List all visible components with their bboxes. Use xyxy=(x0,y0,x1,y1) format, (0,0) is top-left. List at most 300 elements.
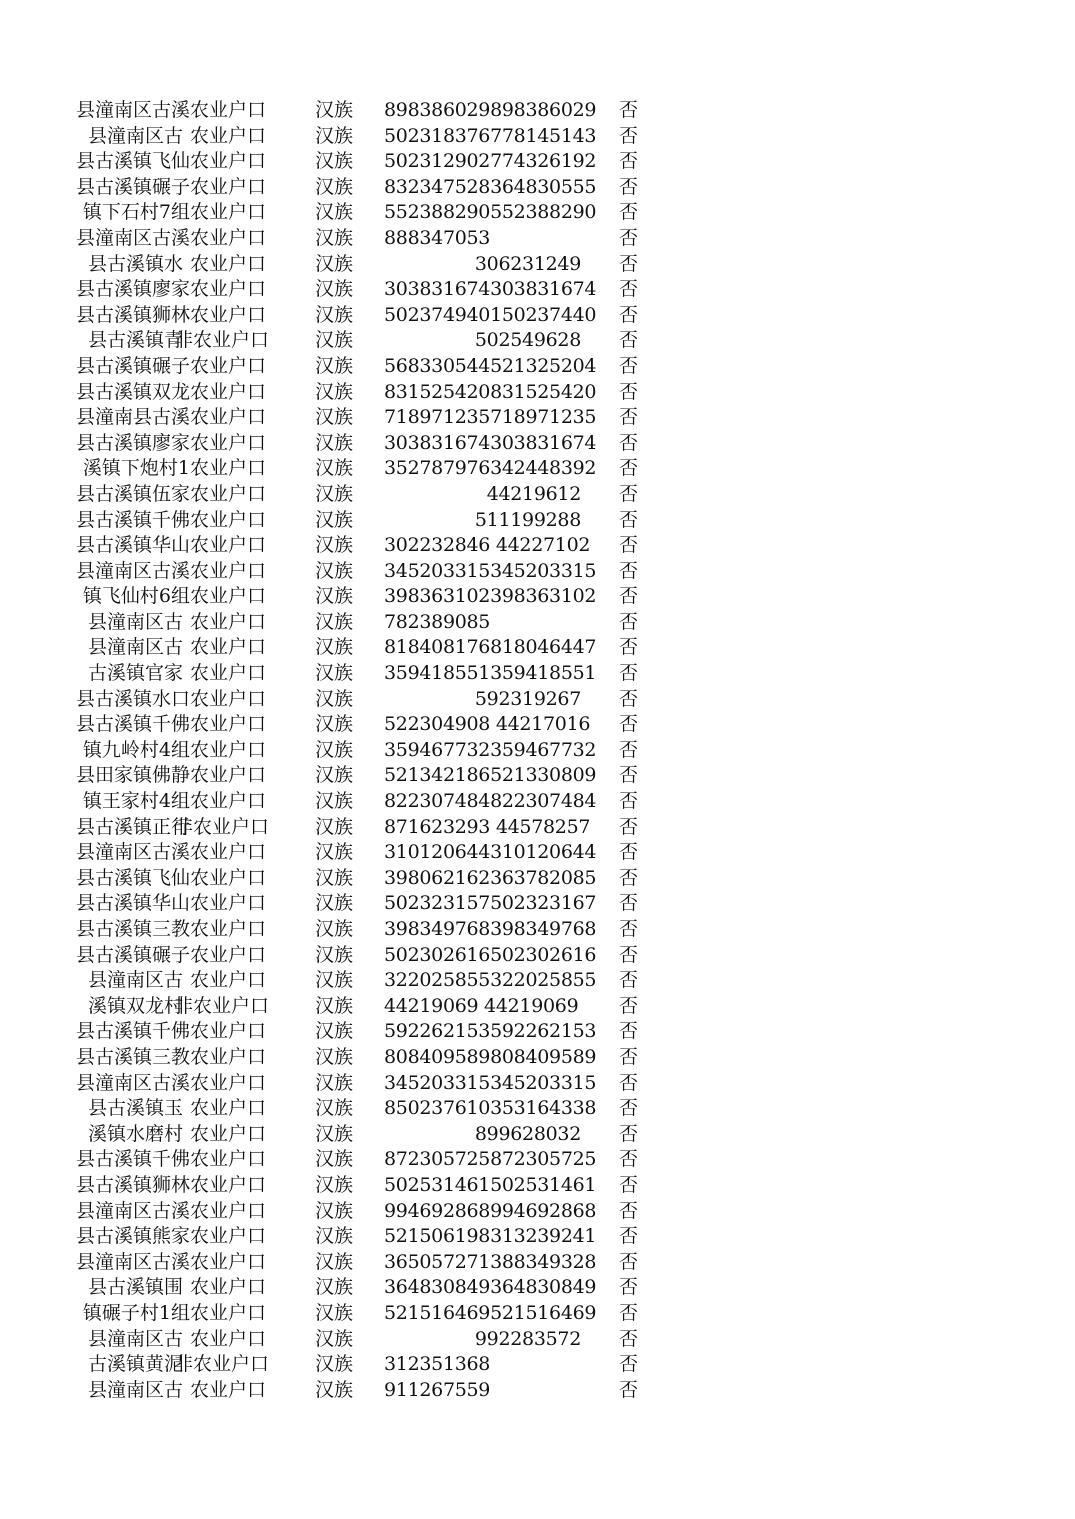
phone-cell[interactable]: 359418551359418551 xyxy=(384,662,597,685)
phone-cell[interactable]: 44219069 44219069 xyxy=(384,994,579,1017)
hukou-cell[interactable]: 农业户口 xyxy=(190,175,267,198)
flag-cell[interactable]: 否 xyxy=(619,1276,639,1299)
ethnicity-cell[interactable]: 汉族 xyxy=(315,1225,354,1248)
address-cell[interactable] xyxy=(88,968,190,994)
ethnicity-cell[interactable]: 汉族 xyxy=(315,841,354,864)
hukou-cell[interactable]: 农业户口 xyxy=(190,380,267,403)
phone-cell[interactable]: 808409589808409589 xyxy=(384,1045,597,1068)
ethnicity-cell[interactable]: 汉族 xyxy=(315,738,354,761)
ethnicity-cell[interactable]: 汉族 xyxy=(315,175,354,198)
address-cell[interactable] xyxy=(75,98,190,124)
ethnicity-cell[interactable]: 汉族 xyxy=(315,1097,354,1120)
ethnicity-cell[interactable]: 汉族 xyxy=(315,636,354,659)
flag-cell[interactable]: 否 xyxy=(619,380,639,403)
flag-cell[interactable]: 否 xyxy=(619,1301,639,1324)
hukou-cell[interactable]: 农业户口 xyxy=(190,226,267,249)
ethnicity-cell[interactable]: 汉族 xyxy=(315,508,354,531)
hukou-cell[interactable]: 农业户口 xyxy=(190,431,267,454)
ethnicity-cell[interactable]: 汉族 xyxy=(315,790,354,813)
address-cell[interactable] xyxy=(88,1122,190,1148)
flag-cell[interactable]: 否 xyxy=(619,175,639,198)
address-cell[interactable] xyxy=(75,354,190,380)
flag-cell[interactable]: 否 xyxy=(619,892,639,915)
table-row xyxy=(0,1019,1075,1045)
hukou-cell[interactable]: 农业户口 xyxy=(190,1045,267,1068)
hukou-cell[interactable]: 农业户口 xyxy=(190,918,267,940)
ethnicity-cell[interactable]: 汉族 xyxy=(315,1276,354,1299)
hukou-cell[interactable]: 农业户口 xyxy=(190,1199,267,1222)
address-cell[interactable] xyxy=(88,1096,190,1122)
address-text: 镇王家村4组 xyxy=(82,790,190,813)
ethnicity-cell[interactable]: 汉族 xyxy=(315,380,354,403)
hukou-cell[interactable]: 农业户口 xyxy=(190,1148,267,1171)
hukou-cell[interactable]: 农业户口 xyxy=(190,866,267,889)
phone-cell[interactable]: 398062162363782085 xyxy=(384,866,597,889)
flag-cell[interactable]: 否 xyxy=(619,943,639,966)
ethnicity-cell[interactable]: 汉族 xyxy=(315,610,354,633)
address-cell[interactable] xyxy=(75,277,190,303)
hukou-cell[interactable]: 农业户口 xyxy=(190,201,267,224)
address-text: 县潼南县古溪 xyxy=(75,406,190,429)
phone-cell[interactable]: 832347528364830555 xyxy=(384,175,597,198)
address-cell[interactable] xyxy=(88,1378,190,1404)
table-row xyxy=(0,866,1075,892)
flag-cell[interactable]: 否 xyxy=(619,252,639,275)
hukou-cell[interactable]: 农业户口 xyxy=(190,1173,267,1196)
hukou-cell[interactable]: 农业户口 xyxy=(190,354,267,377)
flag-cell[interactable]: 否 xyxy=(619,1199,639,1222)
address-cell[interactable] xyxy=(75,303,190,329)
ethnicity-cell[interactable]: 汉族 xyxy=(315,764,354,787)
phone-cell[interactable]: 502312902774326192 xyxy=(384,150,597,173)
table-row xyxy=(0,943,1075,969)
phone-cell[interactable]: 718971235718971235 xyxy=(384,406,597,429)
address-text: 县潼南区古溪 xyxy=(75,559,190,582)
hukou-cell[interactable]: 农业户口 xyxy=(190,1097,267,1120)
ethnicity-cell[interactable]: 汉族 xyxy=(315,278,354,301)
hukou-cell[interactable]: 农业户口 xyxy=(190,278,267,301)
flag-cell[interactable]: 否 xyxy=(619,534,639,557)
table-row xyxy=(0,149,1075,175)
phone-cell[interactable]: 44219612 xyxy=(486,482,581,505)
flag-cell[interactable]: 否 xyxy=(619,457,639,480)
table-row xyxy=(0,354,1075,380)
ethnicity-cell[interactable]: 汉族 xyxy=(315,406,354,429)
phone-cell[interactable]: 502549628 xyxy=(474,329,581,352)
ethnicity-cell[interactable]: 汉族 xyxy=(315,1353,354,1376)
address-text: 县古溪镇飞仙 xyxy=(75,150,190,173)
phone-cell[interactable]: 888347053 xyxy=(384,226,491,249)
ethnicity-cell[interactable]: 汉族 xyxy=(315,585,354,608)
hukou-cell[interactable]: 农业户口 xyxy=(190,687,267,710)
address-cell[interactable] xyxy=(75,840,190,866)
address-cell[interactable] xyxy=(82,200,190,226)
address-cell[interactable] xyxy=(75,687,190,713)
ethnicity-cell[interactable]: 汉族 xyxy=(315,1020,354,1043)
flag-cell[interactable]: 否 xyxy=(619,1353,639,1376)
address-text: 县古溪镇伍家 xyxy=(75,482,190,505)
hukou-cell[interactable]: 农业户口 xyxy=(190,150,267,173)
flag-cell[interactable]: 否 xyxy=(619,918,639,940)
address-cell[interactable] xyxy=(75,1250,190,1276)
hukou-cell[interactable]: 农业户口 xyxy=(190,610,267,633)
address-text: 县古溪镇千佛 xyxy=(75,1020,190,1043)
flag-cell[interactable]: 否 xyxy=(619,1045,639,1068)
flag-cell[interactable]: 否 xyxy=(619,201,639,224)
ethnicity-cell[interactable]: 汉族 xyxy=(315,994,354,1017)
flag-cell[interactable]: 否 xyxy=(619,1327,639,1350)
phone-cell[interactable]: 310120644310120644 xyxy=(384,841,597,864)
phone-cell[interactable]: 521342186521330809 xyxy=(384,764,597,787)
hukou-cell[interactable]: 农业户口 xyxy=(190,457,267,480)
address-text: 县古溪镇华山 xyxy=(75,892,190,915)
ethnicity-cell[interactable]: 汉族 xyxy=(315,201,354,224)
table-row xyxy=(0,405,1075,431)
phone-cell[interactable]: 322025855322025855 xyxy=(384,969,597,992)
hukou-cell[interactable]: 农业户口 xyxy=(190,943,267,966)
ethnicity-cell[interactable]: 汉族 xyxy=(315,482,354,505)
table-row xyxy=(0,1199,1075,1225)
ethnicity-cell[interactable]: 汉族 xyxy=(315,354,354,377)
hukou-cell[interactable]: 非农业户口 xyxy=(174,815,270,838)
address-cell[interactable] xyxy=(82,456,190,482)
address-cell[interactable] xyxy=(75,405,190,431)
hukou-cell[interactable]: 农业户口 xyxy=(190,1020,267,1043)
phone-cell[interactable]: 312351368 xyxy=(384,1353,491,1376)
flag-cell[interactable]: 否 xyxy=(619,1020,639,1043)
flag-cell[interactable]: 否 xyxy=(619,482,639,505)
phone-cell[interactable]: 831525420831525420 xyxy=(384,380,597,403)
phone-cell[interactable]: 552388290552388290 xyxy=(384,201,597,224)
hukou-cell[interactable]: 农业户口 xyxy=(190,790,267,813)
ethnicity-cell[interactable]: 汉族 xyxy=(315,457,354,480)
address-cell[interactable] xyxy=(75,380,190,406)
address-text: 镇九岭村4组 xyxy=(82,738,190,761)
address-text: 县潼南区古溪 xyxy=(75,1199,190,1222)
address-text: 县潼南区古 xyxy=(88,636,184,659)
address-cell[interactable] xyxy=(75,866,190,892)
phone-cell[interactable]: 782389085 xyxy=(384,610,491,633)
ethnicity-cell[interactable]: 汉族 xyxy=(315,559,354,582)
address-text: 溪镇双龙村 xyxy=(88,994,184,1017)
address-text: 县古溪镇狮林 xyxy=(75,1173,190,1196)
phone-cell[interactable]: 398363102398363102 xyxy=(384,585,597,608)
address-cell[interactable] xyxy=(82,1301,190,1327)
phone-cell[interactable]: 521516469521516469 xyxy=(384,1301,597,1324)
address-text: 县潼南区古 xyxy=(88,610,184,633)
hukou-cell[interactable]: 农业户口 xyxy=(190,892,267,915)
ethnicity-cell[interactable]: 汉族 xyxy=(315,534,354,557)
address-cell[interactable] xyxy=(88,635,190,661)
table-row xyxy=(0,687,1075,713)
phone-cell[interactable]: 359467732359467732 xyxy=(384,738,597,761)
hukou-cell[interactable]: 农业户口 xyxy=(190,738,267,761)
address-cell[interactable] xyxy=(88,1327,190,1353)
flag-cell[interactable]: 否 xyxy=(619,1148,639,1171)
hukou-cell[interactable]: 农业户口 xyxy=(190,508,267,531)
flag-cell[interactable]: 否 xyxy=(619,1378,639,1401)
address-text: 县古溪镇碾子 xyxy=(75,175,190,198)
address-cell[interactable] xyxy=(75,712,190,738)
address-cell[interactable] xyxy=(75,1199,190,1225)
hukou-cell[interactable]: 非农业户口 xyxy=(174,329,270,352)
flag-cell[interactable]: 否 xyxy=(619,226,639,249)
flag-cell[interactable]: 否 xyxy=(619,636,639,659)
ethnicity-cell[interactable]: 汉族 xyxy=(315,1071,354,1094)
phone-cell[interactable]: 398349768398349768 xyxy=(384,918,597,940)
flag-cell[interactable]: 否 xyxy=(619,1173,639,1196)
address-text: 古溪镇黄泥 xyxy=(88,1353,184,1376)
phone-cell[interactable]: 994692868994692868 xyxy=(384,1199,597,1222)
phone-cell[interactable]: 365057271388349328 xyxy=(384,1250,597,1273)
flag-cell[interactable]: 否 xyxy=(619,124,639,147)
address-cell[interactable] xyxy=(88,124,190,150)
hukou-cell[interactable]: 农业户口 xyxy=(190,969,267,992)
phone-cell[interactable]: 303831674303831674 xyxy=(384,431,597,454)
hukou-cell[interactable]: 农业户口 xyxy=(190,585,267,608)
ethnicity-cell[interactable]: 汉族 xyxy=(315,687,354,710)
address-cell[interactable] xyxy=(75,1147,190,1173)
hukou-cell[interactable]: 农业户口 xyxy=(190,303,267,326)
ethnicity-cell[interactable]: 汉族 xyxy=(315,969,354,992)
phone-cell[interactable]: 502318376778145143 xyxy=(384,124,597,147)
address-cell[interactable] xyxy=(82,789,190,815)
address-cell[interactable] xyxy=(75,1071,190,1097)
address-cell[interactable] xyxy=(75,1173,190,1199)
ethnicity-cell[interactable]: 汉族 xyxy=(315,918,354,940)
address-cell[interactable] xyxy=(75,1019,190,1045)
address-cell[interactable] xyxy=(75,175,190,201)
hukou-cell[interactable]: 非农业户口 xyxy=(174,994,270,1017)
phone-cell[interactable]: 303831674303831674 xyxy=(384,278,597,301)
phone-cell[interactable]: 345203315345203315 xyxy=(384,1071,597,1094)
flag-cell[interactable]: 否 xyxy=(619,738,639,761)
address-cell[interactable] xyxy=(75,508,190,534)
address-cell[interactable] xyxy=(75,431,190,457)
table-row xyxy=(0,456,1075,482)
flag-cell[interactable]: 否 xyxy=(619,764,639,787)
ethnicity-cell[interactable]: 汉族 xyxy=(315,431,354,454)
phone-cell[interactable]: 568330544521325204 xyxy=(384,354,597,377)
ethnicity-cell[interactable]: 汉族 xyxy=(315,226,354,249)
address-cell[interactable] xyxy=(88,610,190,636)
address-cell[interactable] xyxy=(88,1275,190,1301)
flag-cell[interactable]: 否 xyxy=(619,585,639,608)
hukou-cell[interactable]: 农业户口 xyxy=(190,482,267,505)
hukou-cell[interactable]: 农业户口 xyxy=(190,1327,267,1350)
address-text: 溪镇下炮村1 xyxy=(82,457,190,480)
flag-cell[interactable]: 否 xyxy=(619,150,639,173)
hukou-cell[interactable]: 农业户口 xyxy=(190,406,267,429)
table-row xyxy=(0,712,1075,738)
hukou-cell[interactable]: 农业户口 xyxy=(190,1301,267,1324)
phone-cell[interactable]: 345203315345203315 xyxy=(384,559,597,582)
table-row xyxy=(0,738,1075,764)
flag-cell[interactable]: 否 xyxy=(619,559,639,582)
address-cell[interactable] xyxy=(75,917,190,943)
ethnicity-cell[interactable]: 汉族 xyxy=(315,150,354,173)
hukou-cell[interactable]: 农业户口 xyxy=(190,124,267,147)
address-text: 县古溪镇千佛 xyxy=(75,508,190,531)
ethnicity-cell[interactable]: 汉族 xyxy=(315,662,354,685)
flag-cell[interactable]: 否 xyxy=(619,994,639,1017)
hukou-cell[interactable]: 农业户口 xyxy=(190,713,267,736)
address-cell[interactable] xyxy=(75,149,190,175)
address-cell[interactable] xyxy=(88,661,190,687)
phone-cell[interactable]: 592262153592262153 xyxy=(384,1020,597,1043)
hukou-cell[interactable]: 农业户口 xyxy=(190,636,267,659)
address-text: 县潼南区古溪 xyxy=(75,1250,190,1273)
table-row xyxy=(0,1096,1075,1122)
phone-cell[interactable]: 592319267 xyxy=(474,687,581,710)
table-row xyxy=(0,1352,1075,1378)
table-row xyxy=(0,968,1075,994)
phone-cell[interactable]: 911267559 xyxy=(384,1378,491,1401)
address-cell[interactable] xyxy=(75,1045,190,1071)
ethnicity-cell[interactable]: 汉族 xyxy=(315,303,354,326)
address-cell[interactable] xyxy=(88,252,190,278)
ethnicity-cell[interactable]: 汉族 xyxy=(315,1173,354,1196)
phone-cell[interactable]: 871623293 44578257 xyxy=(384,815,591,838)
ethnicity-cell[interactable]: 汉族 xyxy=(315,866,354,889)
phone-cell[interactable]: 302232846 44227102 xyxy=(384,534,591,557)
phone-cell[interactable]: 511199288 xyxy=(474,508,581,531)
flag-cell[interactable]: 否 xyxy=(619,431,639,454)
ethnicity-cell[interactable]: 汉族 xyxy=(315,892,354,915)
ethnicity-cell[interactable]: 汉族 xyxy=(315,1148,354,1171)
ethnicity-cell[interactable]: 汉族 xyxy=(315,124,354,147)
flag-cell[interactable]: 否 xyxy=(619,790,639,813)
flag-cell[interactable]: 否 xyxy=(619,841,639,864)
ethnicity-cell[interactable]: 汉族 xyxy=(315,1378,354,1401)
phone-cell[interactable]: 502302616502302616 xyxy=(384,943,597,966)
ethnicity-cell[interactable]: 汉族 xyxy=(315,1045,354,1068)
table-row xyxy=(0,533,1075,559)
ethnicity-cell[interactable]: 汉族 xyxy=(315,99,354,121)
flag-cell[interactable]: 否 xyxy=(619,610,639,633)
table-row xyxy=(0,1224,1075,1250)
flag-cell[interactable]: 否 xyxy=(619,1122,639,1145)
address-cell[interactable] xyxy=(75,559,190,585)
ethnicity-cell[interactable]: 汉族 xyxy=(315,252,354,275)
phone-cell[interactable]: 502323157502323167 xyxy=(384,892,597,915)
hukou-cell[interactable]: 农业户口 xyxy=(190,1378,267,1401)
phone-cell[interactable]: 306231249 xyxy=(474,252,581,275)
hukou-cell[interactable]: 农业户口 xyxy=(190,764,267,787)
ethnicity-cell[interactable]: 汉族 xyxy=(315,943,354,966)
phone-cell[interactable]: 992283572 xyxy=(474,1327,581,1350)
flag-cell[interactable]: 否 xyxy=(619,1250,639,1273)
phone-cell[interactable]: 899628032 xyxy=(474,1122,581,1145)
hukou-cell[interactable]: 农业户口 xyxy=(190,252,267,275)
hukou-cell[interactable]: 农业户口 xyxy=(190,99,267,121)
table-row xyxy=(0,328,1075,354)
address-cell[interactable] xyxy=(75,482,190,508)
table-row xyxy=(0,789,1075,815)
phone-cell[interactable]: 502374940150237440 xyxy=(384,303,597,326)
flag-cell[interactable]: 否 xyxy=(619,1225,639,1248)
ethnicity-cell[interactable]: 汉族 xyxy=(315,1122,354,1145)
table-row xyxy=(0,277,1075,303)
flag-cell[interactable]: 否 xyxy=(619,1097,639,1120)
address-cell[interactable] xyxy=(75,533,190,559)
address-cell[interactable] xyxy=(75,943,190,969)
hukou-cell[interactable]: 农业户口 xyxy=(190,534,267,557)
flag-cell[interactable]: 否 xyxy=(619,303,639,326)
address-cell[interactable] xyxy=(75,763,190,789)
hukou-cell[interactable]: 农业户口 xyxy=(190,1225,267,1248)
flag-cell[interactable]: 否 xyxy=(619,866,639,889)
flag-cell[interactable]: 否 xyxy=(619,969,639,992)
address-text: 县古溪镇碾子 xyxy=(75,943,190,966)
phone-cell[interactable]: 850237610353164338 xyxy=(384,1097,597,1120)
address-text: 县潼南区古溪 xyxy=(75,226,190,249)
spreadsheet-table xyxy=(0,98,1075,1403)
address-cell[interactable] xyxy=(75,226,190,252)
flag-cell[interactable]: 否 xyxy=(619,815,639,838)
address-text: 县潼南区古溪 xyxy=(75,841,190,864)
ethnicity-cell[interactable]: 汉族 xyxy=(315,1199,354,1222)
address-cell[interactable] xyxy=(82,738,190,764)
hukou-cell[interactable]: 非农业户口 xyxy=(174,1353,270,1376)
flag-cell[interactable]: 否 xyxy=(619,406,639,429)
ethnicity-cell[interactable]: 汉族 xyxy=(315,1250,354,1273)
hukou-cell[interactable]: 农业户口 xyxy=(190,1071,267,1094)
table-row xyxy=(0,994,1075,1020)
hukou-cell[interactable]: 农业户口 xyxy=(190,559,267,582)
table-row xyxy=(0,508,1075,534)
hukou-cell[interactable]: 农业户口 xyxy=(190,1122,267,1145)
table-row xyxy=(0,482,1075,508)
hukou-cell[interactable]: 农业户口 xyxy=(190,841,267,864)
flag-cell[interactable]: 否 xyxy=(619,713,639,736)
phone-cell[interactable]: 521506198313239241 xyxy=(384,1225,597,1248)
table-row xyxy=(0,559,1075,585)
address-cell[interactable] xyxy=(75,891,190,917)
flag-cell[interactable]: 否 xyxy=(619,278,639,301)
address-text: 县古溪镇三教 xyxy=(75,918,190,940)
address-cell[interactable] xyxy=(82,584,190,610)
hukou-cell[interactable]: 农业户口 xyxy=(190,1276,267,1299)
flag-cell[interactable]: 否 xyxy=(619,1071,639,1094)
phone-cell[interactable]: 522304908 44217016 xyxy=(384,713,591,736)
address-text: 县古溪镇飞仙 xyxy=(75,866,190,889)
address-text: 镇飞仙村6组 xyxy=(82,585,190,608)
hukou-cell[interactable]: 农业户口 xyxy=(190,1250,267,1273)
phone-cell[interactable]: 822307484822307484 xyxy=(384,790,597,813)
flag-cell[interactable]: 否 xyxy=(619,508,639,531)
phone-cell[interactable]: 898386029898386029 xyxy=(384,99,597,121)
flag-cell[interactable]: 否 xyxy=(619,329,639,352)
phone-cell[interactable]: 502531461502531461 xyxy=(384,1173,597,1196)
hukou-cell[interactable]: 农业户口 xyxy=(190,662,267,685)
phone-cell[interactable]: 818408176818046447 xyxy=(384,636,597,659)
flag-cell[interactable]: 否 xyxy=(619,662,639,685)
flag-cell[interactable]: 否 xyxy=(619,99,639,121)
ethnicity-cell[interactable]: 汉族 xyxy=(315,1327,354,1350)
flag-cell[interactable]: 否 xyxy=(619,687,639,710)
flag-cell[interactable]: 否 xyxy=(619,354,639,377)
ethnicity-cell[interactable]: 汉族 xyxy=(315,713,354,736)
phone-cell[interactable]: 364830849364830849 xyxy=(384,1276,597,1299)
address-cell[interactable] xyxy=(75,1224,190,1250)
ethnicity-cell[interactable]: 汉族 xyxy=(315,329,354,352)
phone-cell[interactable]: 352787976342448392 xyxy=(384,457,597,480)
table-row xyxy=(0,1378,1075,1404)
ethnicity-cell[interactable]: 汉族 xyxy=(315,815,354,838)
phone-cell[interactable]: 872305725872305725 xyxy=(384,1148,597,1171)
ethnicity-cell[interactable]: 汉族 xyxy=(315,1301,354,1324)
